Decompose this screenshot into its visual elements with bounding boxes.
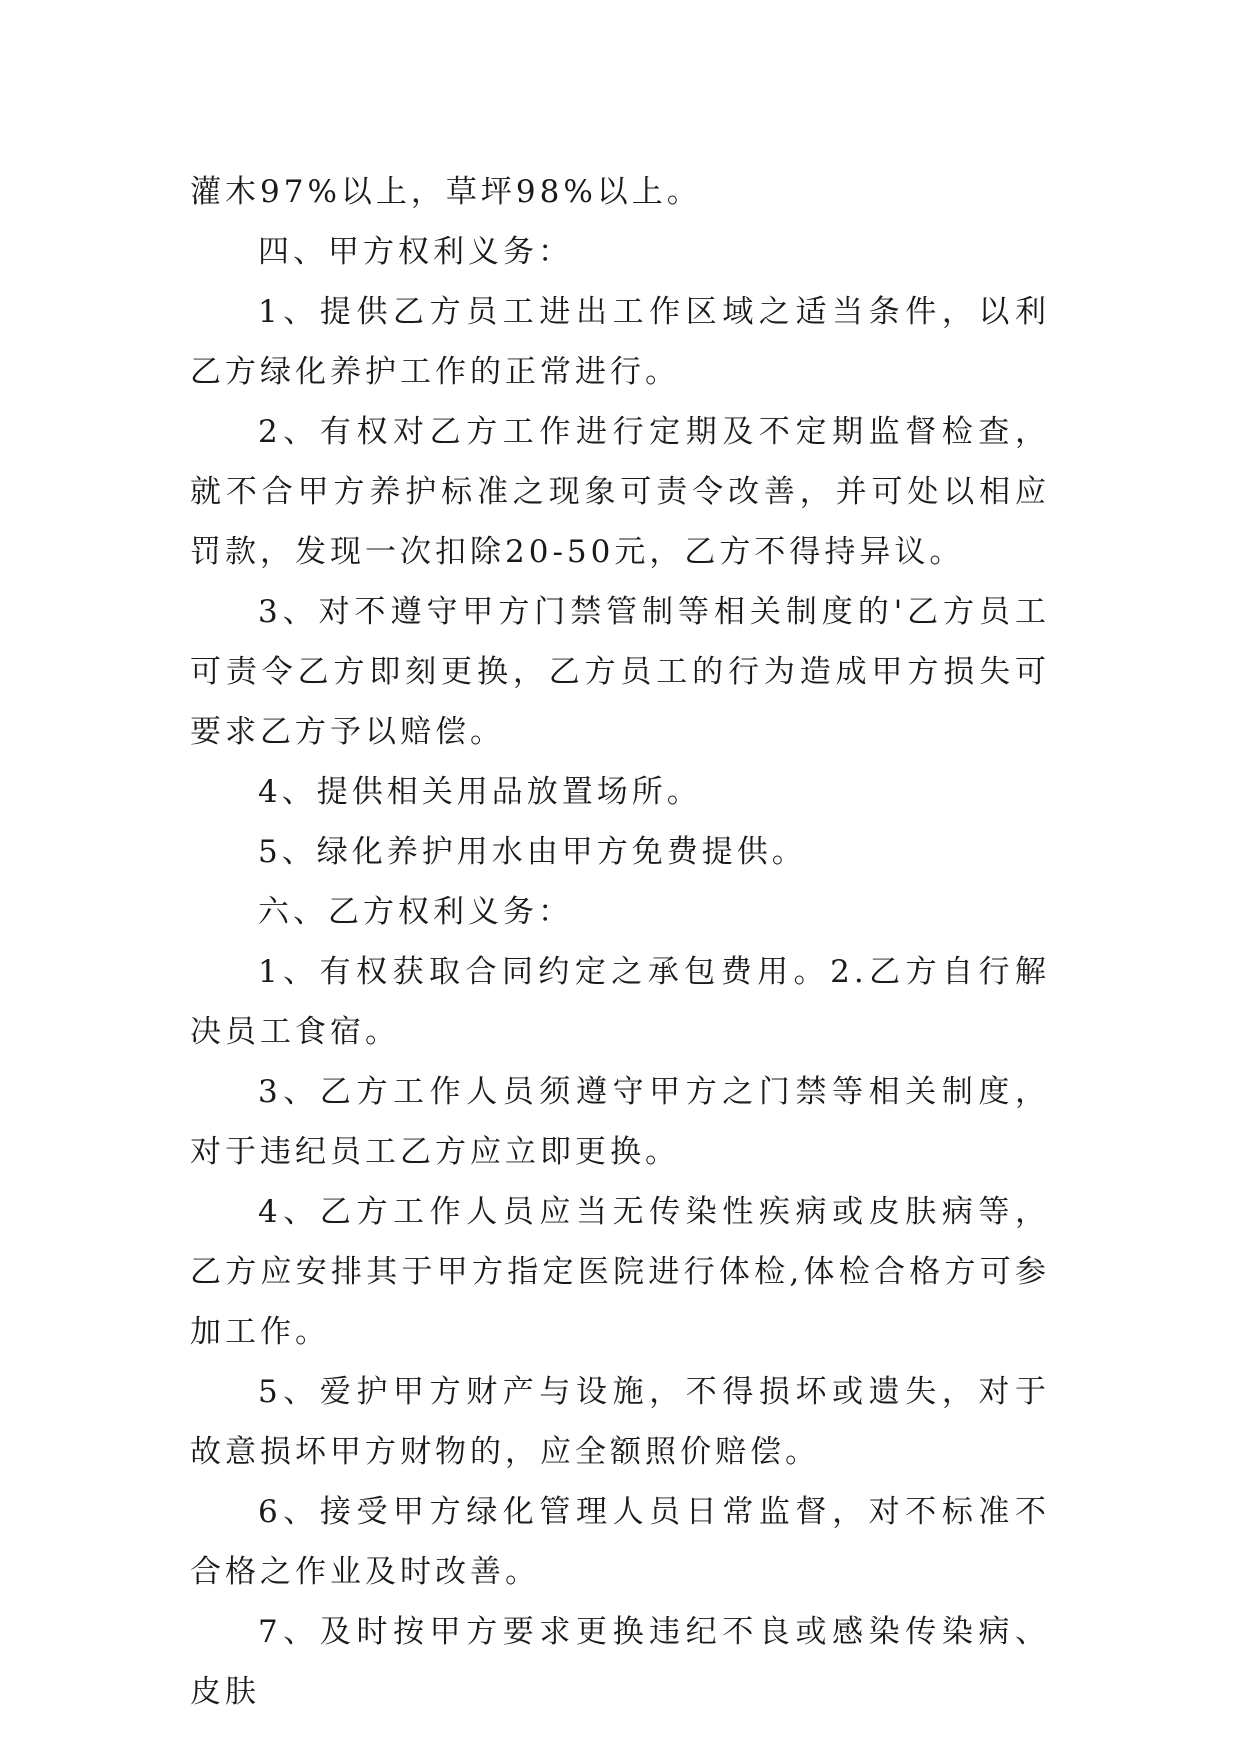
paragraph-party-a-4: 4、提供相关用品放置场所。 [258,774,702,810]
section-heading-party-a: 四、甲方权利义务： [258,234,573,270]
paragraph-party-b-7: 7、及时按甲方要求更换违纪不良或感染传染病、皮肤 [190,1614,1050,1710]
paragraph-party-a-5: 5、绿化养护用水由甲方免费提供。 [258,834,807,870]
paragraph-party-a-1: 1、提供乙方员工进出工作区域之适当条件，以利乙方绿化养护工作的正常进行。 [190,294,1050,390]
paragraph-continuation: 灌木97%以上，草坪98%以上。 [190,174,702,210]
paragraph-party-a-2: 2、有权对乙方工作进行定期及不定期监督检查，就不合甲方养护标准之现象可责令改善，并可处以相应罚款，发现一次扣除20-50元，乙方不得持异议。 [190,414,1050,570]
paragraph-party-b-3: 3、乙方工作人员须遵守甲方之门禁等相关制度，对于违纪员工乙方应立即更换。 [190,1074,1050,1170]
paragraph-party-b-6: 6、接受甲方绿化管理人员日常监督，对不标准不合格之作业及时改善。 [190,1494,1050,1590]
section-heading-party-b: 六、乙方权利义务： [258,894,573,930]
paragraph-party-a-3: 3、对不遵守甲方门禁管制等相关制度的'乙方员工可责令乙方即刻更换，乙方员工的行为造成甲方损失可要求乙方予以赔偿。 [190,594,1050,750]
paragraph-party-b-5: 5、爱护甲方财产与设施，不得损坏或遗失，对于故意损坏甲方财物的，应全额照价赔偿。 [190,1374,1050,1470]
paragraph-party-b-1: 1、有权获取合同约定之承包费用。2.乙方自行解决员工食宿。 [190,954,1050,1050]
document-body [190,162,1050,1722]
paragraph-party-b-4: 4、乙方工作人员应当无传染性疾病或皮肤病等，乙方应安排其于甲方指定医院进行体检,体检合格方可参加工作。 [190,1194,1050,1350]
